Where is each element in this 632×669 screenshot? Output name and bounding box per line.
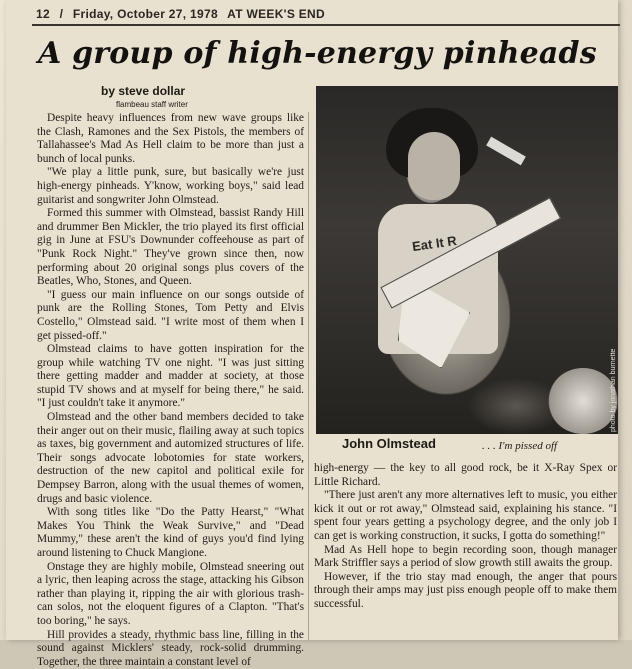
paragraph: With song titles like "Do the Patty Hearst," "What Makes You Think the Weak Survive," and "Dead Mummy," these aren't the kind of guys you'd find lying around listening to Chuck Mangione. [37,506,304,559]
header-rule [32,24,620,26]
page-number: 12 [36,7,50,21]
page-header [36,7,331,21]
paragraph: Despite heavy influences from new wave groups like the Clash, Ramones and the Sex Pistols, the members of Tallahassee's Mad As Hell claim to be more than just a bunch of local punks. [37,112,304,165]
column-divider [308,112,309,640]
caption-quote: . . . I'm pissed off [482,440,558,452]
shirt-lettering: Eat It R [411,232,458,255]
band-photo [316,86,618,434]
microphone-icon [486,137,526,166]
paragraph: However, if the trio stay mad enough, the anger that pours through their amps may just piss enough people off to make them successful. [314,570,617,610]
paragraph: "There just aren't any more alternatives left to music, you either kick it out or rot away," Olmstead said, explaining his stance. "I spent four years getting a psychology degree, and the only job I can get is working construction, it sucks, I gotta do something!" [314,489,617,542]
paragraph: Olmstead and the other band members decided to take their anger out on their music, flailing away at such topics as taxes, big government and automized structures of life. Their songs advocate lobotomies for state workers, destruction of the new capitol and political exile for Dempsey Barron, along with the usual themes of women, drugs and basic violence. [37,411,304,505]
newspaper-clipping [6,0,618,668]
paragraph: Mad As Hell hope to begin recording soon, though manager Mark Striffler says a period of slow growth still awaits the group. [314,543,617,570]
section-name: AT WEEK'S END [227,7,325,21]
headline: A group of high-energy pinheads [38,36,597,71]
drum-icon [548,368,618,434]
header-separator: / [59,7,64,21]
photo-face [408,132,460,200]
paragraph: Formed this summer with Olmstead, bassist Randy Hill and drummer Ben Mickler, the trio played its first official gig in June at FSU's Downunder coffeehouse as part of "Punk Rock Night." They've grown since then, now performing about 20 original songs plus covers of the Beatles, Who, Stones, and Queen. [37,207,304,288]
paragraph: Onstage they are highly mobile, Olmstead sneering out a lyric, then leaping across the stage, attacking his Gibson rather than playing it, ripping the air with glorious trash-can solos, not the eloquent figures of a Clapton. "That's too boring," he says. [37,560,304,627]
article-column-2 [314,462,617,640]
article-column-1 [37,112,304,668]
byline-title: flambeau staff writer [116,100,188,109]
paragraph: high-energy — the key to all good rock, be it X-Ray Spex or Little Richard. [314,462,617,488]
paragraph: "We play a little punk, sure, but basically we're just high-energy pinheads. Y'know, working boys," said lead guitarist and songwriter John Olmstead. [37,166,304,206]
paragraph: Hill provides a steady, rhythmic bass line, filling in the sound against Micklers' steady, rock-solid drumming. Together, the three maintain a constant level of [37,628,304,668]
issue-date: Friday, October 27, 1978 [72,7,218,21]
photo-credit: photo by jonathan burnette [610,348,617,432]
paragraph: Olmstead claims to have gotten inspiration for the group while watching TV one night. "I was just sitting there getting madder and madder at society, at those stupid TV shows and at myself for being there," he said. "I just couldn't take it anymore." [37,343,304,410]
paragraph: "I guess our main influence on our songs outside of punk are the Rolling Stones, Tom Petty and Elvis Costello," Olmstead said. "I write most of them when I get pissed-off." [37,288,304,342]
caption-name: John Olmstead [342,436,436,451]
byline-author: by steve dollar [101,84,186,98]
